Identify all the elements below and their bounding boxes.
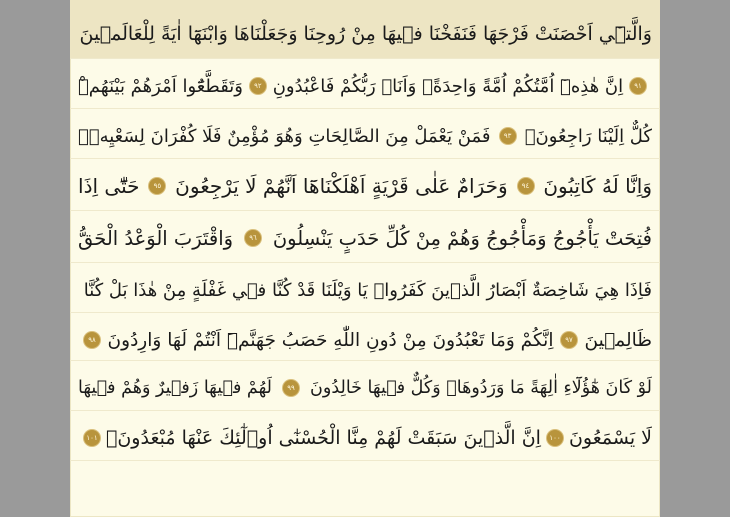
verse-text: وَاِنَّا لَهُ كَاتِبُونَ xyxy=(543,174,652,198)
ayah-number-marker: ٩٨ xyxy=(84,332,100,348)
verse-text: كُلٌّ اِلَيْنَا رَاجِعُونَ۟ xyxy=(524,125,652,147)
verse-text: فُتِحَتْ يَأْجُوجُ وَمَأْجُوجُ وَهُمْ مِنْ كُلِّ حَدَبٍ يَنْسِلُونَ xyxy=(272,226,652,250)
verse-text: فَاِذَا هِيَ شَاخِصَةٌ اَبْصَارُ الَّذ۪ينَ كَفَرُواۜ يَا وَيْلَنَا قَدْ كُنَّا ف۪ي غَفْلَةٍ مِنْ هٰذَا بَلْ كُنَّا xyxy=(83,279,652,301)
ayah-number-marker: ٩١ xyxy=(630,78,646,94)
verse-line xyxy=(78,112,652,160)
verse-text: اِنَّ الَّذ۪ينَ سَبَقَتْ لَهُمْ مِنَّا الْحُسْنٰٓى اُو۬لٰٓئِكَ عَنْهَا مُبْعَدُونَۙ xyxy=(105,427,541,449)
verse-text: اِنَّكُمْ وَمَا تَعْبُدُونَ مِنْ دُونِ اللّٰهِ حَصَبُ جَهَنَّمَۜ اَنْتُمْ لَهَا وَارِدُونَ xyxy=(107,329,554,351)
ayah-number-marker: ١٠٠ xyxy=(547,430,563,446)
ayah-number-marker: ٩٩ xyxy=(283,380,299,396)
verse-line xyxy=(78,364,652,412)
verse-lines xyxy=(70,0,660,517)
verse-text: فَمَنْ يَعْمَلْ مِنَ الصَّالِحَاتِ وَهُوَ مُؤْمِنٌ فَلَا كُفْرَانَ لِسَعْيِه۪ۚ xyxy=(78,125,491,147)
line-separator xyxy=(70,210,660,211)
verse-text: وَالَّت۪ٓي اَحْصَنَتْ فَرْجَهَا فَنَفَخْنَا ف۪يهَا مِنْ رُوحِنَا وَجَعَلْنَاهَا وَابْنَهَٓا اٰيَةً لِلْعَالَم۪ينَ xyxy=(79,23,652,45)
verse-text: لَا يَسْمَعُونَ xyxy=(568,427,652,449)
line-separator xyxy=(70,460,660,461)
verse-text: لَهُمْ ف۪يهَا زَف۪يرٌ وَهُمْ ف۪يهَا xyxy=(78,378,272,398)
ayah-number-marker: ١٠١ xyxy=(84,430,100,446)
verse-line xyxy=(78,316,652,364)
verse-line xyxy=(78,62,652,110)
verse-line xyxy=(78,266,652,314)
verse-line xyxy=(78,414,652,462)
ayah-number-marker: ٩٦ xyxy=(245,230,261,246)
right-margin xyxy=(660,0,730,517)
line-separator xyxy=(70,262,660,263)
ayah-number-marker: ٩٣ xyxy=(500,128,516,144)
verse-line xyxy=(78,214,652,262)
line-separator xyxy=(70,360,660,361)
left-margin xyxy=(0,0,70,517)
verse-text: لَوْ كَانَ هٰٓؤُلَٓاءِ اٰلِهَةً مَا وَرَدُوهَاۜ وَكُلٌّ ف۪يهَا خَالِدُونَ xyxy=(310,378,652,398)
verse-text: ظَالِم۪ينَ xyxy=(584,329,652,351)
ayah-number-marker: ٩٤ xyxy=(518,178,534,194)
line-separator xyxy=(70,108,660,109)
verse-text: وَتَقَطَّعُٓوا اَمْرَهُمْ بَيْنَهُمْۜ xyxy=(78,75,243,97)
verse-line xyxy=(78,162,652,210)
line-separator xyxy=(70,312,660,313)
mushaf-page xyxy=(70,0,660,517)
line-separator xyxy=(70,58,660,59)
line-separator xyxy=(70,410,660,411)
verse-text: اِنَّ هٰذِه۪ٓ اُمَّتُكُمْ اُمَّةً وَاحِدَةًۘ وَاَنَا۬ رَبُّكُمْ فَاعْبُدُونِ xyxy=(272,75,624,97)
ayah-number-marker: ٩٥ xyxy=(149,178,165,194)
verse-text: حَتّٰٓى اِذَا xyxy=(78,174,140,198)
verse-text: وَاقْتَرَبَ الْوَعْدُ الْحَقُّ xyxy=(78,226,234,250)
verse-text: وَحَرَامٌ عَلٰى قَرْيَةٍ اَهْلَكْنَاهَٓا اَنَّهُمْ لَا يَرْجِعُونَ xyxy=(175,174,508,198)
line-separator xyxy=(70,158,660,159)
ayah-number-marker: ٩٢ xyxy=(250,78,266,94)
verse-line xyxy=(78,10,652,58)
ayah-number-marker: ٩٧ xyxy=(561,332,577,348)
